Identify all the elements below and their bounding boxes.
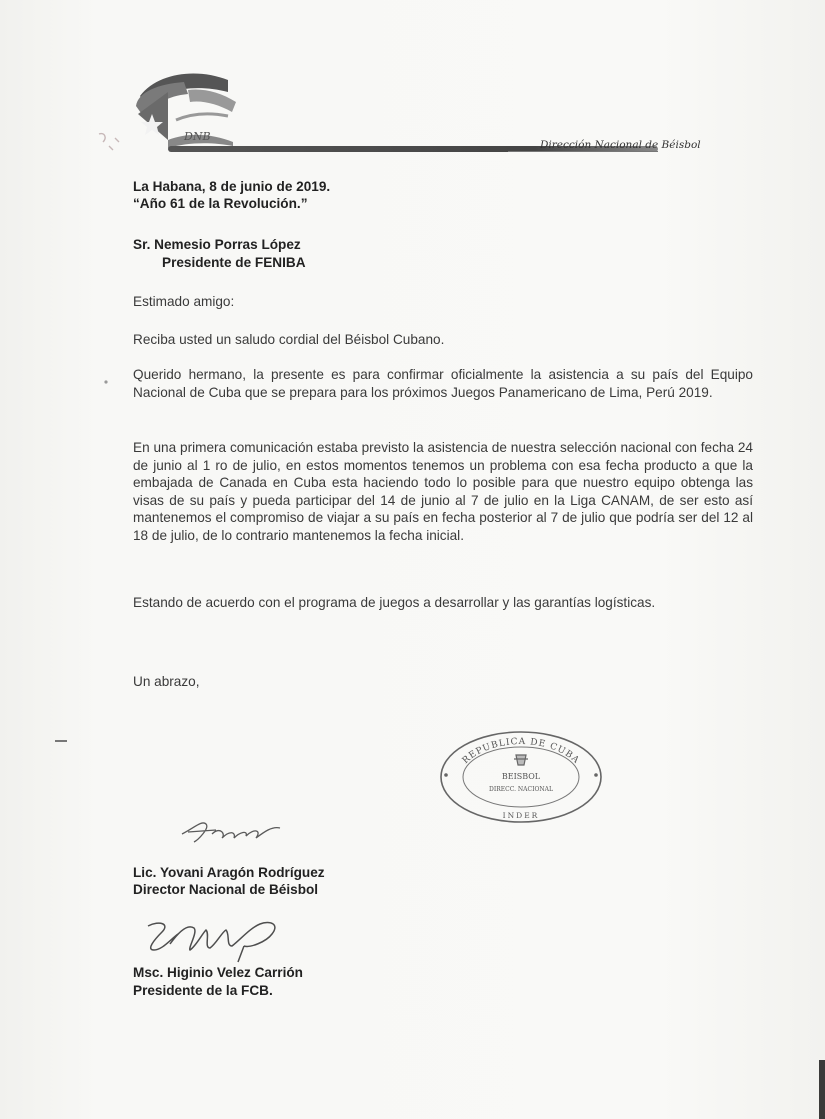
dnb-logo-icon <box>128 62 240 158</box>
margin-dot-icon <box>102 378 110 386</box>
org-name: Dirección Nacional de Béisbol <box>540 139 701 151</box>
greeting: Reciba usted un saludo cordial del Béisbol Cubano. <box>133 332 445 347</box>
paragraph-1 <box>133 366 753 401</box>
signatory-1-title: Director Nacional de Béisbol <box>133 882 319 897</box>
paragraph-2 <box>133 439 753 544</box>
signatory-2-name: Msc. Higinio Velez Carrión <box>133 965 303 980</box>
svg-text:BEISBOL: BEISBOL <box>501 772 541 781</box>
paragraph-2-text: En una primera comunicación estaba previsto la asistencia de nuestra selección nacional con fecha 24 de junio al 1 ro de julio, en estos momentos tenemos un problema con esa fecha producto a que la embajada de Canada en Cuba esta haciendo todo lo posible para que nuestro equipo obtenga las visas de su país y pueda participar del 14 de junio al 7 de julio en la Liga CANAM, de ser esto así mantenemos el compromiso de viajar a su país en fecha posterior al 7 de julio que podría ser del 12 al 18 de julio, de lo contrario mantenemos la fecha inicial. <box>133 440 753 543</box>
letterhead <box>128 62 740 172</box>
svg-text:INDER: INDER <box>502 811 540 820</box>
place-date: La Habana, 8 de junio de 2019. <box>133 179 331 194</box>
signature-velez-icon <box>140 910 310 966</box>
margin-dash-icon <box>54 738 68 744</box>
signature-aragon-icon <box>176 812 286 848</box>
signatory-2-title: Presidente de la FCB. <box>133 983 273 998</box>
recipient-title: Presidente de FENIBA <box>162 255 306 270</box>
paragraph-3 <box>133 594 753 612</box>
header-rule-thin <box>508 151 658 152</box>
svg-text:DNB: DNB <box>184 130 211 143</box>
paragraph-1-text: Querido hermano, la presente es para confirmar oficialmente la asistencia a su país del Equipo Nacional de Cuba que se prepara para los próximos Juegos Panamericano de Lima, Perú 2019. <box>133 367 753 400</box>
paragraph-3-text: Estando de acuerdo con el programa de juegos a desarrollar y las garantías logísticas. <box>133 595 656 610</box>
svg-text:DIRECC. NACIONAL: DIRECC. NACIONAL <box>489 786 553 793</box>
year-motto: “Año 61 de la Revolución.” <box>133 196 308 211</box>
recipient-name: Sr. Nemesio Porras López <box>133 237 301 252</box>
signatory-1-name: Lic. Yovani Aragón Rodríguez <box>133 865 325 880</box>
margin-scribble-icon <box>95 128 125 158</box>
closing: Un abrazo, <box>133 674 200 689</box>
svg-text:REPUBLICA DE CUBA: REPUBLICA DE CUBA <box>460 737 582 767</box>
salutation: Estimado amigo: <box>133 294 235 309</box>
official-stamp-icon <box>436 725 606 825</box>
scan-edge-shadow <box>819 1060 825 1119</box>
